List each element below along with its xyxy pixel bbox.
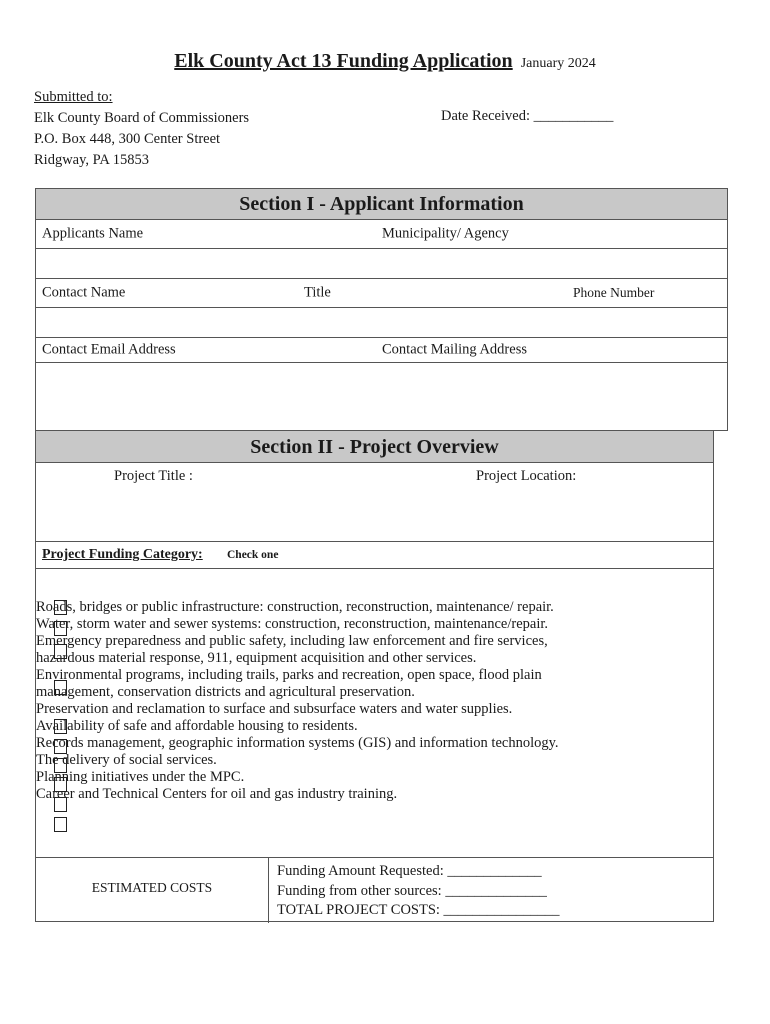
category-planning: Planning initiatives under the MPC. xyxy=(36,769,245,785)
contact-mailing-label: Contact Mailing Address xyxy=(382,341,527,358)
checkbox-housing[interactable] xyxy=(54,739,67,754)
submitted-line-2: P.O. Box 448, 300 Center Street xyxy=(34,131,221,147)
category-emergency-cont: hazardous material response, 911, equipment acquisition and other services. xyxy=(36,650,477,666)
email-label-row xyxy=(36,338,727,363)
category-housing: Availability of safe and affordable housing to residents. xyxy=(36,718,358,734)
estimated-costs-table xyxy=(36,857,713,923)
submitted-line-3: Ridgway, PA 15853 xyxy=(34,152,149,168)
section-1-heading: Section I - Applicant Information xyxy=(36,189,727,220)
phone-number-label: Phone Number xyxy=(573,285,655,300)
project-location-label: Project Location: xyxy=(476,468,577,484)
category-social-services: The delivery of social services. xyxy=(36,752,217,768)
email-address-input-area[interactable] xyxy=(36,363,727,429)
checkbox-records[interactable] xyxy=(54,758,67,773)
applicant-label-row xyxy=(36,220,727,249)
funding-requested-field[interactable]: Funding Amount Requested: _____________ xyxy=(277,863,542,879)
total-project-costs-field[interactable]: TOTAL PROJECT COSTS: ________________ xyxy=(277,902,560,918)
checkbox-social-services[interactable] xyxy=(54,777,67,792)
funding-category-label: Project Funding Category: xyxy=(42,547,203,562)
section-2-project-overview xyxy=(35,430,714,922)
checkbox-planning[interactable] xyxy=(54,797,67,812)
date-received-field[interactable]: Date Received: ___________ xyxy=(441,108,614,124)
funding-other-field[interactable]: Funding from other sources: ______________ xyxy=(277,882,547,899)
category-preservation: Preservation and reclamation to surface and subsurface waters and water supplies. xyxy=(36,701,513,717)
funding-amounts xyxy=(277,862,560,921)
form-title-text: Elk County Act 13 Funding Application xyxy=(174,50,513,72)
applicants-name-label: Applicants Name xyxy=(42,225,144,242)
project-title-label: Project Title : xyxy=(114,468,193,484)
category-emergency: Emergency preparedness and public safety, including law enforcement and fire services, xyxy=(36,633,548,649)
category-records: Records management, geographic information systems (GIS) and information technology. xyxy=(36,735,559,751)
municipality-label: Municipality/ Agency xyxy=(382,225,509,242)
contact-email-label: Contact Email Address xyxy=(42,341,176,358)
section-2-heading: Section II - Project Overview xyxy=(36,431,713,463)
contact-input-row[interactable] xyxy=(36,308,727,338)
funding-category-header xyxy=(36,541,713,569)
title-label: Title xyxy=(304,284,331,301)
form-title xyxy=(0,50,770,73)
category-water: Water, storm water and sewer systems: construction, reconstruction, maintenance/repair. xyxy=(36,616,549,632)
section-1-applicant-info xyxy=(35,188,728,431)
checkbox-emergency[interactable] xyxy=(54,644,67,659)
checkbox-roads[interactable] xyxy=(54,600,67,615)
applicant-input-row[interactable] xyxy=(36,249,727,279)
submitted-to-label: Submitted to: xyxy=(34,89,113,105)
category-environmental: Environmental programs, including trails, parks and recreation, open space, flood plain xyxy=(36,667,542,683)
funding-category-list xyxy=(36,599,713,803)
checkbox-preservation[interactable] xyxy=(54,719,67,734)
submitted-to-block xyxy=(34,87,249,171)
estimated-costs-cell xyxy=(36,858,269,923)
checkbox-environmental[interactable] xyxy=(54,680,67,695)
contact-name-label: Contact Name xyxy=(42,284,126,301)
checkbox-career-technical[interactable] xyxy=(54,817,67,832)
contact-label-row xyxy=(36,279,727,308)
category-roads: Roads, bridges or public infrastructure: construction, reconstruction, maintenance/ repair. xyxy=(36,599,554,615)
category-career-technical: Career and Technical Centers for oil and gas industry training. xyxy=(36,786,398,802)
category-environmental-cont: management, conservation districts and agricultural preservation. xyxy=(36,684,415,700)
form-date: January 2024 xyxy=(520,56,596,71)
estimated-costs-label: ESTIMATED COSTS xyxy=(91,880,213,895)
check-one-label: Check one xyxy=(227,549,279,561)
checkbox-water[interactable] xyxy=(54,621,67,636)
submitted-line-1: Elk County Board of Commissioners xyxy=(34,110,250,126)
